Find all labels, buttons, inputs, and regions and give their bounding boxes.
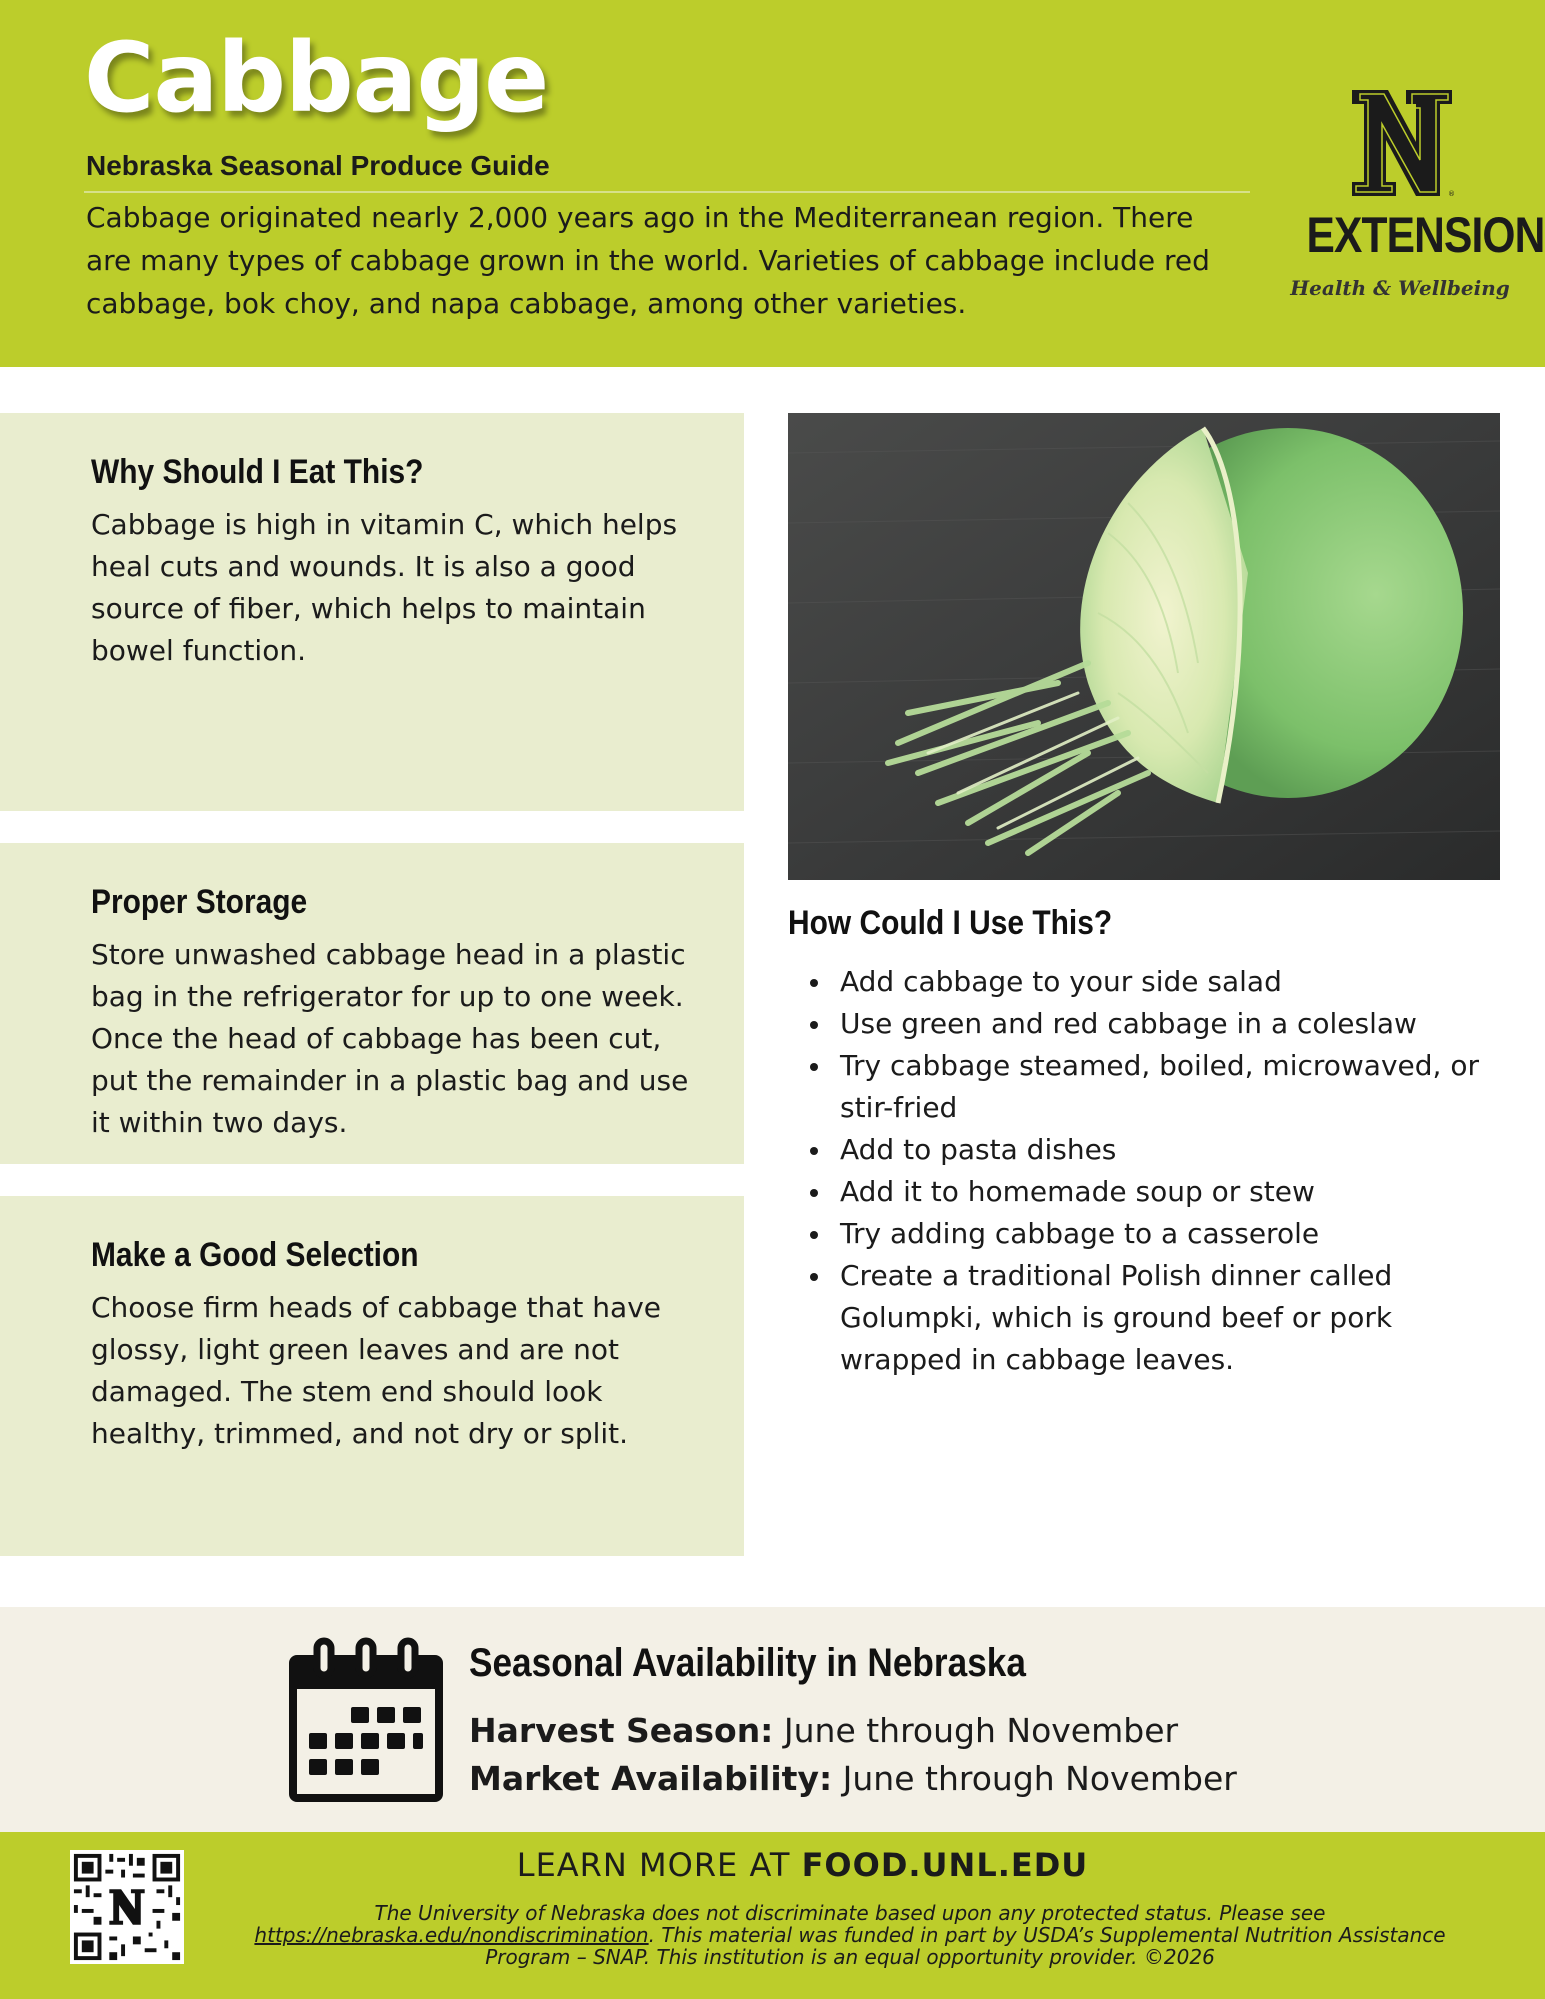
calendar-icon [289,1637,443,1802]
intro-text: Cabbage originated nearly 2,000 years ago in the Mediterranean region. There are many types of cabbage grown in the world. Varieties of cabbage include red cabbage, bok choy, and napa cabbage, among other varieties. [86,201,1210,320]
page-subtitle: Nebraska Seasonal Produce Guide [86,150,550,181]
footer [0,1832,1545,1999]
market-label: Market Availability: [469,1759,833,1798]
nebraska-n-logo-icon [1350,88,1454,198]
disc-text-2: . This material was funded in part by USDA’s Supplemental Nutrition Assistance Program – SNAP. This institution is an equal opportunity provider. ©2026 [485,1923,1446,1969]
page-title: Cabbage [84,22,549,134]
list-item: Try adding cabbage to a casserole [788,1213,1508,1255]
list-item: Use green and red cabbage in a coleslaw [788,1003,1508,1045]
list-item: Add it to homemade soup or stew [788,1171,1508,1213]
why-heading: Why Should I Eat This? [91,453,424,491]
list-item: Create a traditional Polish dinner called Golumpki, which is ground beef or pork wrapped in cabbage leaves. [788,1255,1508,1381]
why-panel [0,413,744,811]
selection-panel [0,1196,744,1556]
list-item: Try cabbage steamed, boiled, microwaved, or stir-fried [788,1045,1508,1129]
market-availability [469,1759,1237,1798]
uses-heading: How Could I Use This? [788,904,1113,942]
disc-text-1: The University of Nebraska does not discriminate based upon any protected status. Please see [374,1901,1326,1925]
list-item: Add to pasta dishes [788,1129,1508,1171]
why-body: Cabbage is high in vitamin C, which helps heal cuts and wounds. It is also a good source of fiber, which helps to maintain bowel function. [91,508,678,667]
extension-logo [1290,88,1545,308]
header-banner [0,0,1545,367]
learn-prefix: LEARN MORE AT [516,1846,802,1884]
uses-list [788,961,1508,1381]
harvest-season [469,1711,1178,1750]
list-item: Add cabbage to your side salad [788,961,1508,1003]
extension-wordmark: EXTENSION [1306,207,1545,263]
market-value: June through November [832,1759,1237,1798]
storage-heading: Proper Storage [91,883,308,921]
nondiscrimination-statement [230,1902,1470,1968]
storage-body: Store unwashed cabbage head in a plastic bag in the refrigerator for up to one week. Once the head of cabbage has been cut, put the remainder in a plastic bag and use it within two days. [91,938,689,1139]
learn-more-line [0,1846,1545,1884]
cabbage-photo [788,413,1500,880]
storage-panel [0,843,744,1164]
svg-text:®: ® [1448,190,1455,198]
uses-section [788,900,1508,1381]
selection-heading: Make a Good Selection [91,1236,419,1274]
extension-tagline: Health & Wellbeing [1290,276,1510,300]
nondiscrimination-link[interactable]: https://nebraska.edu/nondiscrimination [254,1923,649,1947]
selection-body: Choose firm heads of cabbage that have glossy, light green leaves and are not damaged. The stem end should look healthy, trimmed, and not dry or split. [91,1291,662,1450]
seasonal-availability-band [0,1607,1545,1832]
harvest-label: Harvest Season: [469,1711,774,1750]
header-divider [84,191,1250,193]
learn-more-link[interactable]: FOOD.UNL.EDU [801,1846,1089,1884]
seasonal-heading: Seasonal Availability in Nebraska [469,1641,1026,1685]
harvest-value: June through November [773,1711,1179,1750]
